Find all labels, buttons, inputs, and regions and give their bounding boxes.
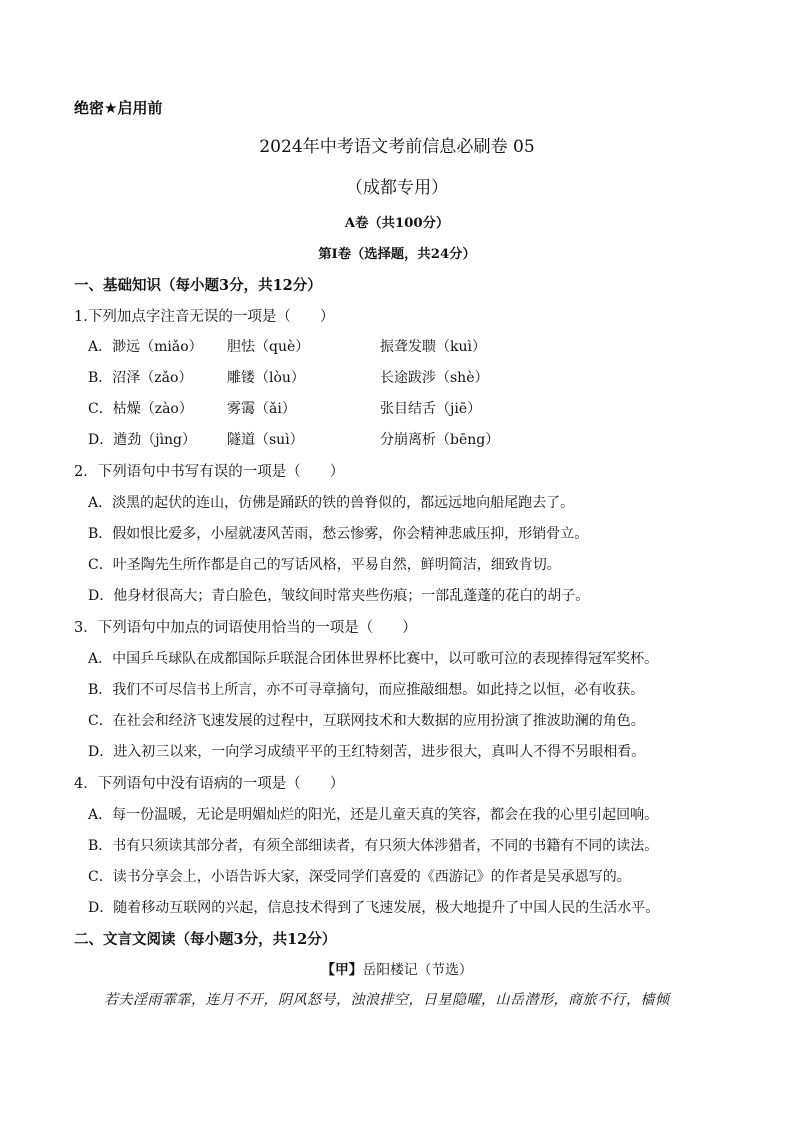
passage-heading xyxy=(0,958,794,978)
question-4-stem: 4．下列语句中没有语病的一项是（ ） xyxy=(74,776,345,792)
q2-option-a: A．淡黑的起伏的连山，仿佛是踊跃的铁的兽脊似的，都远远地向船尾跑去了。 xyxy=(88,495,575,511)
q1-option-a-1: A．渺远（miǎo） xyxy=(88,339,203,355)
section-2-heading: 二、文言文阅读（每小题3分，共12分） xyxy=(74,931,337,948)
q1-option-c-3: 张目结舌（jiē） xyxy=(380,401,482,417)
q2-option-d: D．他身材很高大；青白脸色，皱纹间时常夹些伤痕；一部乱蓬蓬的花白的胡子。 xyxy=(88,588,590,604)
q3-option-a: A．中国乒乓球队在成都国际乒联混合团体世界杯比赛中，以可歌可泣的表现捧得冠军奖杯。 xyxy=(88,651,659,667)
passage-tag: 【甲】 xyxy=(321,962,363,978)
q2-option-c: C．叶圣陶先生所作都是自己的写话风格，平易自然，鲜明简洁，细致肯切。 xyxy=(88,557,561,573)
q1-option-b-1: B．沼泽（zǎo） xyxy=(88,370,193,386)
q4-option-c: C．读书分享会上，小语告诉大家，深受同学们喜爱的《西游记》的作者是吴承恩写的。 xyxy=(88,869,631,885)
passage-text: 若夫淫雨霏霏，连月不开，阴风怒号，浊浪排空，日星隐曜，山岳潜形，商旅不行，樯倾 xyxy=(104,992,670,1008)
q2-option-b: B．假如恨比爱多，小屋就凄风苦雨，愁云惨雾，你会精神悲戚压抑，形销骨立。 xyxy=(88,526,589,542)
section-1-heading: 一、基础知识（每小题3分，共12分） xyxy=(74,277,322,294)
q3-option-c: C．在社会和经济飞速发展的过程中，互联网技术和大数据的应用扮演了推波助澜的角色。 xyxy=(88,713,645,729)
part-a-heading: A卷（共100分） xyxy=(344,216,450,231)
q1-option-d-1: D．遒劲（jìng） xyxy=(88,432,197,448)
question-3-stem: 3．下列语句中加点的词语使用恰当的一项是（ ） xyxy=(74,620,417,636)
q4-option-d: D．随着移动互联网的兴起，信息技术得到了飞速发展，极大地提升了中国人民的生活水平。 xyxy=(88,900,660,916)
question-2-stem: 2．下列语句中书写有误的一项是（ ） xyxy=(74,464,345,480)
q3-option-b: B．我们不可尽信书上所言，亦不可寻章摘句，而应推敲细想。如此持之以恒，必有收获。 xyxy=(88,682,645,698)
q1-option-b-3: 长途跋涉（shè） xyxy=(380,370,489,386)
page-subtitle: （成都专用） xyxy=(345,178,449,198)
q1-option-a-3: 振聋发聩（kuì） xyxy=(380,339,486,355)
q1-option-a-2: 胆怯（què） xyxy=(227,339,310,355)
q4-option-b: B．书有只须读其部分者，有须全部细读者，有只须大体涉猎者，不同的书籍有不同的读法。 xyxy=(88,838,659,854)
q1-option-d-3: 分崩离析（bēng） xyxy=(380,432,500,448)
q3-option-d: D．进入初三以来，一向学习成绩平平的王红特刻苦，进步很大，真叫人不得不另眼相看。 xyxy=(88,744,646,760)
q1-option-d-2: 隧道（suì） xyxy=(227,432,304,448)
q4-option-a: A．每一份温暖，无论是明媚灿烂的阳光，还是儿童天真的笑容，都会在我的心里引起回响。 xyxy=(88,807,659,823)
confidential-mark: 绝密★启用前 xyxy=(74,99,163,117)
q1-option-c-1: C．枯燥（zào） xyxy=(88,401,193,417)
q1-option-c-2: 雾霭（ǎi） xyxy=(227,401,296,417)
passage-title: 岳阳楼记（节选） xyxy=(362,962,473,978)
page-title: 2024年中考语文考前信息必刷卷 05 xyxy=(259,137,535,157)
part-1-heading: 第Ⅰ卷（选择题，共24分） xyxy=(318,247,476,262)
q1-option-b-2: 雕镂（lòu） xyxy=(227,370,305,386)
question-1-stem: 1.下列加点字注音无误的一项是（ ） xyxy=(74,309,335,325)
